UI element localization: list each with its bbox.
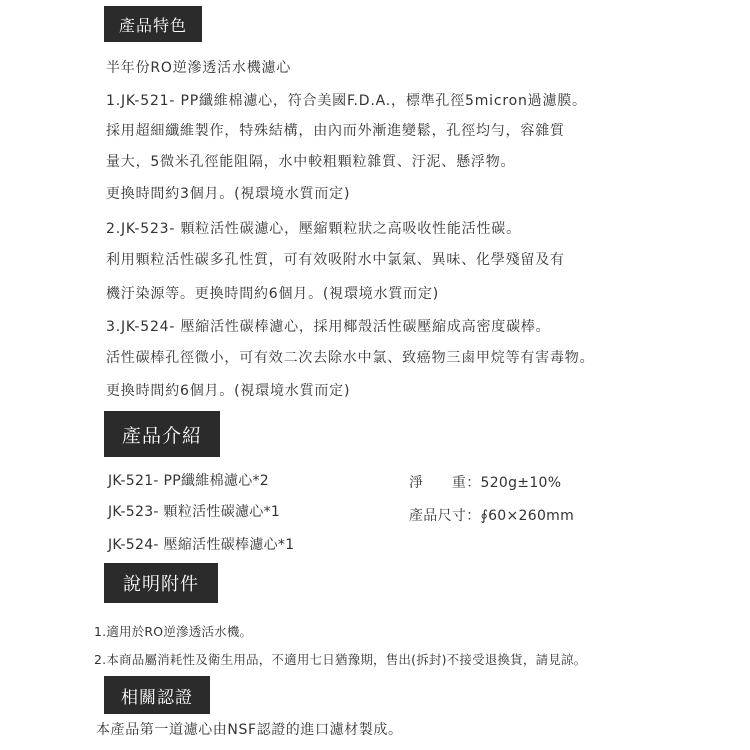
- features-line: 利用顆粒活性碳多孔性質，可有效吸附水中氯氣、異味、化學殘留及有: [106, 252, 565, 268]
- features-line: 機汙染源等。更換時間約6個月。(視環境水質而定): [106, 286, 440, 302]
- weight-label: 淨 重：: [409, 475, 481, 491]
- features-heading: 產品特色: [104, 6, 202, 42]
- intro-item: JK-521- PP纖維棉濾心*2: [108, 473, 270, 489]
- intro-item: JK-523- 顆粒活性碳濾心*1: [108, 504, 281, 520]
- note-item: 2.本商品屬消耗性及衛生用品，不適用七日猶豫期，售出(拆封)不接受退換貨，請見諒。: [94, 652, 587, 667]
- features-line: 更換時間約3個月。(視環境水質而定): [106, 186, 351, 202]
- size-value: ∮60×260mm: [480, 508, 575, 524]
- features-line: 量大，5微米孔徑能阻隔，水中較粗顆粒雜質、汙泥、懸浮物。: [106, 154, 516, 170]
- features-line: 活性碳棒孔徑微小，可有效二次去除水中氯、致癌物三鹵甲烷等有害毒物。: [106, 350, 595, 366]
- cert-text: 本產品第一道濾心由NSF認證的進口濾材製成。: [96, 722, 403, 738]
- cert-heading: 相關認證: [104, 676, 210, 714]
- size-label: 產品尺寸：: [409, 508, 481, 524]
- features-line: 2.JK-523- 顆粒活性碳濾心，壓縮顆粒狀之高吸收性能活性碳。: [106, 221, 521, 237]
- note-item: 1.適用於RO逆滲透活水機。: [94, 624, 253, 639]
- size-spec: [409, 506, 574, 526]
- features-line: 1.JK-521- PP纖維棉濾心，符合美國F.D.A.，標準孔徑5micron過濾膜。: [106, 93, 587, 109]
- notes-heading: 說明附件: [104, 563, 218, 603]
- features-line: 更換時間約6個月。(視環境水質而定): [106, 383, 351, 399]
- weight-spec: [409, 473, 561, 493]
- intro-item: JK-524- 壓縮活性碳棒濾心*1: [108, 537, 295, 553]
- features-line: 半年份RO逆滲透活水機濾心: [106, 60, 292, 76]
- features-line: 3.JK-524- 壓縮活性碳棒濾心，採用椰殼活性碳壓縮成高密度碳棒。: [106, 319, 551, 335]
- features-line: 採用超細纖維製作，特殊結構，由內而外漸進變鬆，孔徑均勻，容雜質: [106, 123, 565, 139]
- intro-heading: 產品介紹: [104, 411, 220, 457]
- weight-value: 520g±10%: [480, 475, 562, 491]
